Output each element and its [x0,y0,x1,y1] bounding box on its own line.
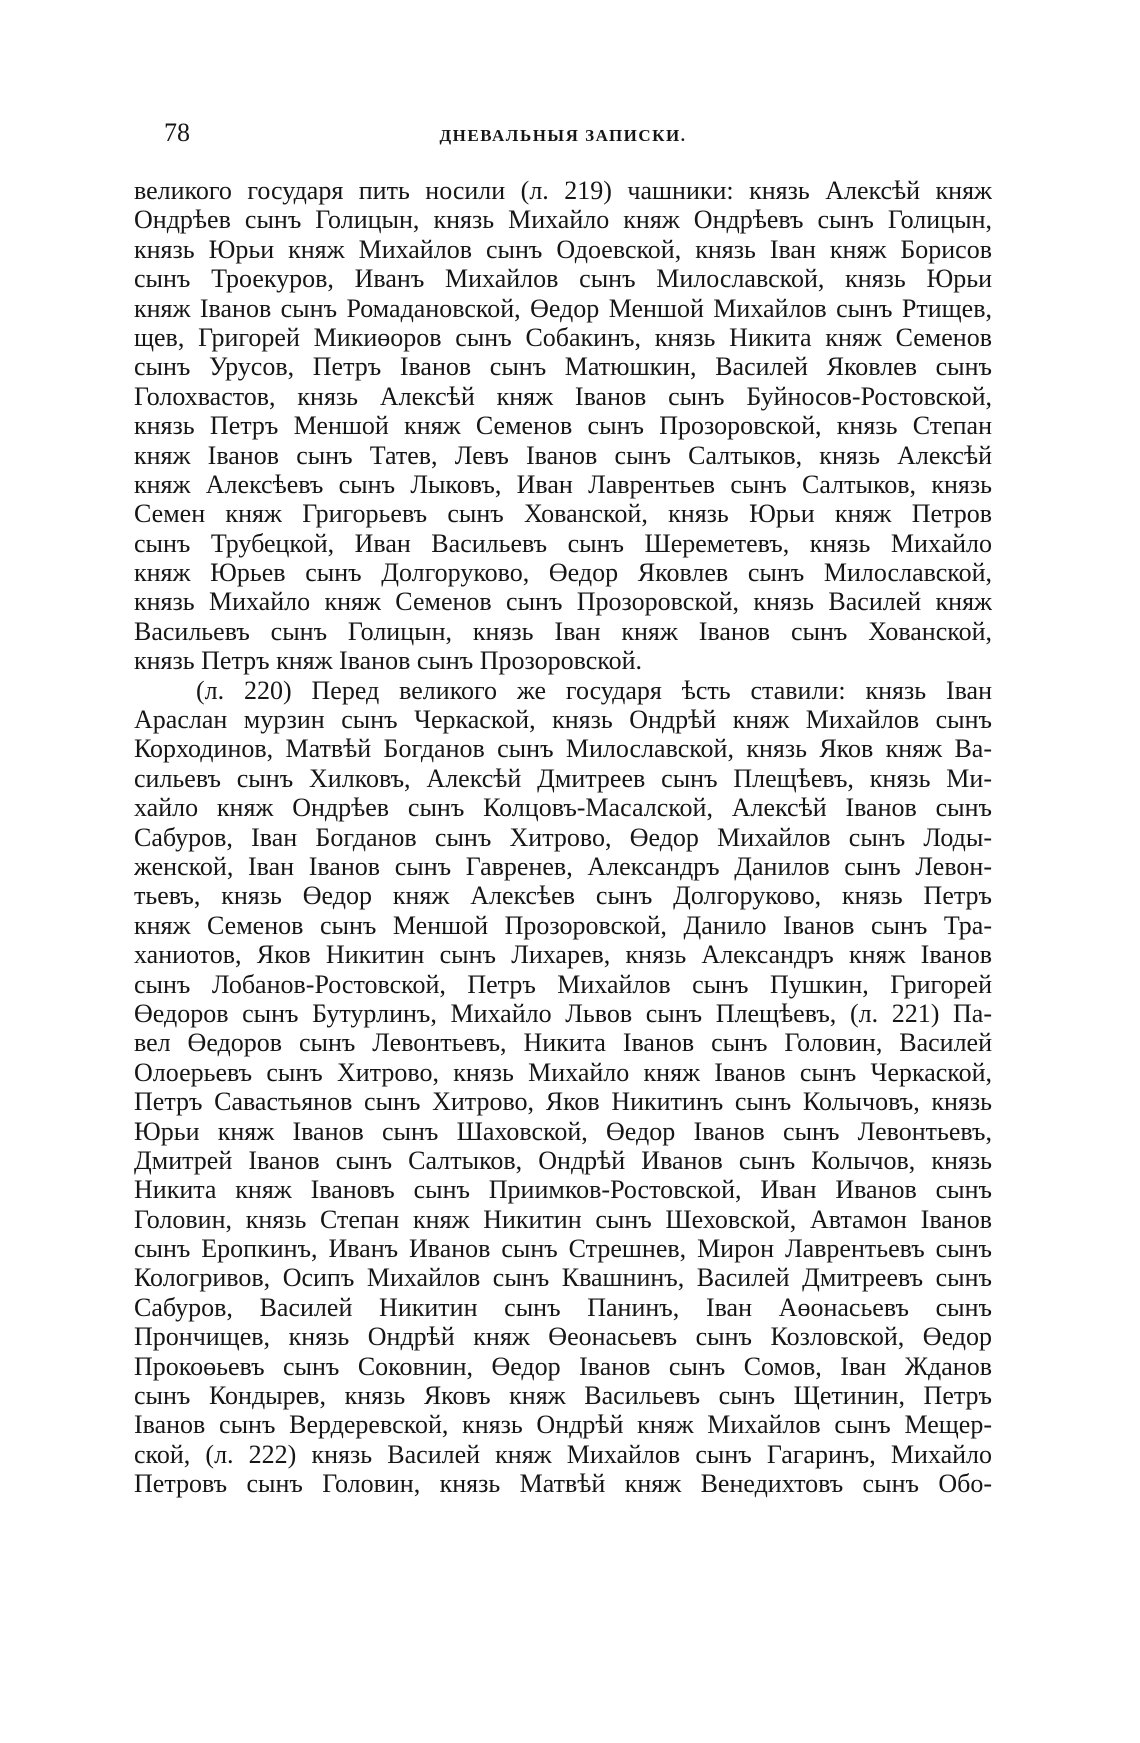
text-line: тьевъ, князь Өедор княж Алексѣев сынъ Долгоруково, князь Петръ [134,881,992,911]
text-line: княж Семенов сынъ Меншой Прозоровской, Данило Іванов сынъ Тра- [134,910,992,940]
text-line: Голохвастов, князь Алексѣй княж Іванов сынъ Буйносов-Ростовской, [134,381,992,411]
text-line: княж Іванов сынъ Ромадановской, Өедор Меншой Михайлов сынъ Ртищев, [134,293,992,323]
page-number: 78 [164,118,190,147]
text-line: Прончищев, князь Ондрѣй княж Өеонасьевъ сынъ Козловской, Өедор [134,1322,992,1352]
text-line: сильевъ сынъ Хилковъ, Алексѣй Дмитреев сынъ Плещѣевъ, князь Ми- [134,763,992,793]
text-line: сынъ Лобанов-Ростовской, Петръ Михайлов сынъ Пушкин, Григорей [134,969,992,999]
running-title: ДНЕВАЛЬНЫЯ ЗАПИСКИ. [439,126,687,145]
text-body [134,176,992,1499]
paragraph-2 [134,676,992,1499]
text-line: Головин, князь Степан княж Никитин сынъ Шеховской, Автамон Іванов [134,1204,992,1234]
paragraph-1 [134,176,992,676]
text-line: Петровъ сынъ Головин, князь Матвѣй княж Венедихтовъ сынъ Обо- [134,1469,992,1499]
text-line: Сабуров, Василей Никитин сынъ Панинъ, Іван Аөонасьевъ сынъ [134,1292,992,1322]
text-line: Никита княж Івановъ сынъ Приимков-Ростовской, Иван Иванов сынъ [134,1175,992,1205]
text-line: Юрьи княж Іванов сынъ Шаховской, Өедор Іванов сынъ Левонтьевъ, [134,1116,992,1146]
text-line: сынъ Еропкинъ, Иванъ Иванов сынъ Стрешнев, Мирон Лаврентьевъ сынъ [134,1234,992,1264]
text-line: княж Алексѣевъ сынъ Лыковъ, Иван Лаврентьев сынъ Салтыков, князь [134,469,992,499]
text-line: Семен княж Григорьевъ сынъ Хованской, князь Юрьи княж Петров [134,499,992,529]
text-line: княж Іванов сынъ Татев, Левъ Іванов сынъ Салтыков, князь Алексѣй [134,440,992,470]
text-line: ханиотов, Яков Никитин сынъ Лихарев, князь Александръ княж Іванов [134,940,992,970]
text-line: Сабуров, Іван Богданов сынъ Хитрово, Өедор Михайлов сынъ Лоды- [134,822,992,852]
text-line: князь Юрьи княж Михайлов сынъ Одоевской, князь Іван княж Борисов [134,234,992,264]
text-line: Петръ Савастьянов сынъ Хитрово, Яков Никитинъ сынъ Колычовъ, князь [134,1087,992,1117]
text-line: Олоерьевъ сынъ Хитрово, князь Михайло княж Іванов сынъ Черкаской, [134,1057,992,1087]
text-line: Ондрѣев сынъ Голицын, князь Михайло княж Ондрѣевъ сынъ Голицын, [134,205,992,235]
text-line: щев, Григорей Микиөоров сынъ Собакинъ, князь Никита княж Семенов [134,322,992,352]
text-line: князь Михайло княж Семенов сынъ Прозоровской, князь Василей княж [134,587,992,617]
text-line: князь Петръ княж Іванов сынъ Прозоровской. [134,646,643,676]
page-header [134,118,992,158]
text-line: хайло княж Ондрѣев сынъ Колцовъ-Масалской, Алексѣй Іванов сынъ [134,793,992,823]
text-line: великого государя пить носили (л. 219) чашники: князь Алексѣй княж [134,176,992,205]
text-line: сынъ Троекуров, Иванъ Михайлов сынъ Милославской, князь Юрьи [134,264,992,294]
text-line: (л. 220) Перед великого же государя ѣсть ставили: князь Іван [196,675,992,705]
text-line: князь Петръ Меншой княж Семенов сынъ Прозоровской, князь Степан [134,411,992,441]
text-line: вел Өедоров сынъ Левонтьевъ, Никита Іванов сынъ Головин, Василей [134,1028,992,1058]
text-line: Дмитрей Іванов сынъ Салтыков, Ондрѣй Иванов сынъ Колычов, князь [134,1145,992,1175]
text-line: Кологривов, Осипъ Михайлов сынъ Квашнинъ, Василей Дмитреевъ сынъ [134,1263,992,1293]
text-line: сынъ Кондырев, князь Яковъ княж Васильевъ сынъ Щетинин, Петръ [134,1381,992,1411]
text-line: Корходинов, Матвѣй Богданов сынъ Милославской, князь Яков княж Ва- [134,734,992,764]
text-line: сынъ Трубецкой, Иван Васильевъ сынъ Шереметевъ, князь Михайло [134,528,992,558]
text-line: сынъ Урусов, Петръ Іванов сынъ Матюшкин, Василей Яковлев сынъ [134,352,992,382]
text-line: Өедоров сынъ Бутурлинъ, Михайло Львов сынъ Плещѣевъ, (л. 221) Па- [134,998,992,1028]
text-line: Васильевъ сынъ Голицын, князь Іван княж Іванов сынъ Хованской, [134,616,992,646]
text-line: Прокоөьевъ сынъ Соковнин, Өедор Іванов сынъ Сомов, Іван Жданов [134,1351,992,1381]
text-line: Араслан мурзин сынъ Черкаской, князь Ондрѣй княж Михайлов сынъ [134,705,992,735]
text-line: Іванов сынъ Вердеревской, князь Ондрѣй княж Михайлов сынъ Мещер- [134,1410,992,1440]
text-line: ской, (л. 222) князь Василей княж Михайлов сынъ Гагаринъ, Михайло [134,1439,992,1469]
text-line: княж Юрьев сынъ Долгоруково, Өедор Яковлев сынъ Милославской, [134,558,992,588]
text-line: женской, Іван Іванов сынъ Гавренев, Александръ Данилов сынъ Левон- [134,851,992,881]
